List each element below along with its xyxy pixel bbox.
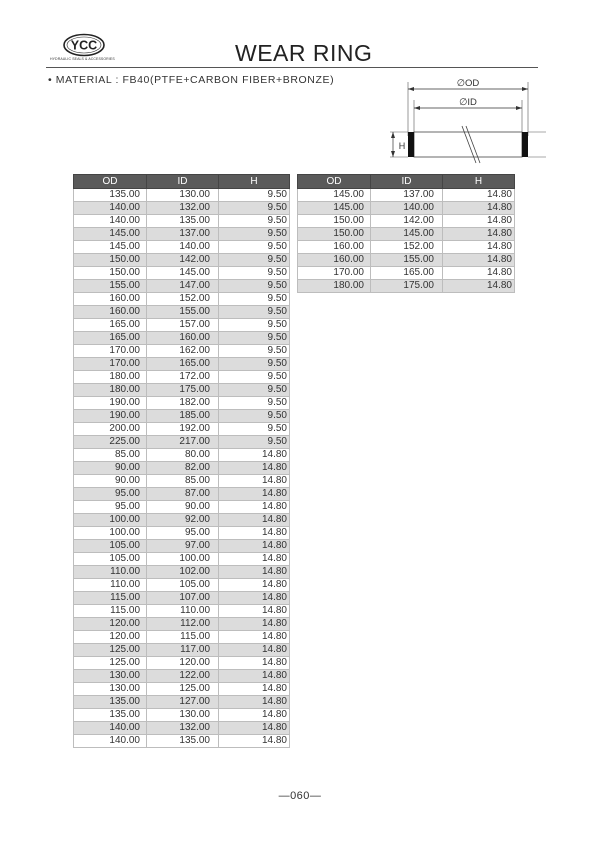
cell-id: 175.00: [371, 280, 443, 293]
cell-id: 152.00: [371, 241, 443, 254]
cell-h: 9.50: [219, 280, 290, 293]
cell-od: 135.00: [74, 696, 147, 709]
cell-od: 125.00: [74, 657, 147, 670]
cell-id: 160.00: [147, 332, 219, 345]
table-row: [74, 423, 290, 436]
cell-id: 107.00: [147, 592, 219, 605]
cell-od: 160.00: [298, 254, 371, 267]
cell-od: 115.00: [74, 605, 147, 618]
cell-od: 170.00: [74, 345, 147, 358]
table-row: [74, 319, 290, 332]
cell-od: 170.00: [74, 358, 147, 371]
cell-id: 112.00: [147, 618, 219, 631]
cell-od: 150.00: [74, 254, 147, 267]
cell-h: 9.50: [219, 254, 290, 267]
cell-h: 14.80: [443, 241, 515, 254]
cell-h: 14.80: [219, 579, 290, 592]
cell-od: 115.00: [74, 592, 147, 605]
cell-od: 105.00: [74, 540, 147, 553]
cell-id: 152.00: [147, 293, 219, 306]
table-row: [74, 644, 290, 657]
cell-h: 14.80: [443, 228, 515, 241]
od-arrow-right: [522, 87, 528, 91]
cell-id: 147.00: [147, 280, 219, 293]
table-row: [74, 657, 290, 670]
table-row: [74, 514, 290, 527]
table-row: [74, 436, 290, 449]
cell-od: 120.00: [74, 618, 147, 631]
table-row: [74, 189, 290, 202]
cell-h: 9.50: [219, 397, 290, 410]
table-row: [74, 488, 290, 501]
cell-od: 140.00: [74, 735, 147, 748]
cell-h: 14.80: [443, 254, 515, 267]
cell-od: 200.00: [74, 423, 147, 436]
cell-od: 110.00: [74, 579, 147, 592]
cell-od: 100.00: [74, 514, 147, 527]
cell-id: 122.00: [147, 670, 219, 683]
cell-id: 137.00: [371, 189, 443, 202]
table-row: [74, 267, 290, 280]
table-header-row: [74, 175, 290, 189]
cell-id: 130.00: [147, 189, 219, 202]
cell-h: 14.80: [219, 501, 290, 514]
cell-h: 14.80: [219, 592, 290, 605]
table-row: [74, 462, 290, 475]
cell-id: 132.00: [147, 722, 219, 735]
table-row: [74, 449, 290, 462]
header-id: ID: [147, 175, 219, 189]
ring-wall-left: [408, 132, 414, 157]
cell-od: 90.00: [74, 462, 147, 475]
id-arrow-right: [516, 106, 522, 110]
table-row: [298, 254, 515, 267]
wear-ring-diagram: [380, 76, 555, 181]
table-row: [74, 254, 290, 267]
cell-id: 110.00: [147, 605, 219, 618]
cell-od: 160.00: [74, 293, 147, 306]
cell-od: 150.00: [298, 228, 371, 241]
cell-h: 14.80: [219, 566, 290, 579]
table-row: [298, 189, 515, 202]
table-row: [74, 228, 290, 241]
cell-id: 157.00: [147, 319, 219, 332]
cell-od: 135.00: [74, 709, 147, 722]
cell-h: 14.80: [219, 670, 290, 683]
cell-h: 9.50: [219, 228, 290, 241]
cell-id: 115.00: [147, 631, 219, 644]
cell-id: 175.00: [147, 384, 219, 397]
cell-od: 85.00: [74, 449, 147, 462]
cell-od: 140.00: [74, 722, 147, 735]
table-row: [74, 579, 290, 592]
cell-id: 85.00: [147, 475, 219, 488]
cell-od: 190.00: [74, 397, 147, 410]
table-row: [74, 553, 290, 566]
cell-od: 110.00: [74, 566, 147, 579]
cell-h: 9.50: [219, 267, 290, 280]
cell-id: 117.00: [147, 644, 219, 657]
cell-od: 165.00: [74, 332, 147, 345]
cell-id: 105.00: [147, 579, 219, 592]
cell-h: 9.50: [219, 423, 290, 436]
cell-od: 120.00: [74, 631, 147, 644]
cell-id: 127.00: [147, 696, 219, 709]
table-row: [74, 670, 290, 683]
cell-id: 155.00: [371, 254, 443, 267]
ycc-logo: [50, 33, 125, 63]
table-row: [74, 631, 290, 644]
cell-od: 105.00: [74, 553, 147, 566]
cell-h: 14.80: [443, 202, 515, 215]
table-row: [74, 709, 290, 722]
cell-id: 95.00: [147, 527, 219, 540]
cell-h: 14.80: [219, 709, 290, 722]
table-row: [74, 540, 290, 553]
size-table-right: [297, 174, 515, 293]
table-row: [74, 215, 290, 228]
cell-h: 9.50: [219, 384, 290, 397]
table-row: [74, 592, 290, 605]
cell-h: 14.80: [219, 696, 290, 709]
logo-emblem: [62, 33, 106, 57]
cell-h: 9.50: [219, 358, 290, 371]
cell-h: 9.50: [219, 332, 290, 345]
table-row: [74, 618, 290, 631]
cell-od: 160.00: [74, 306, 147, 319]
table-row: [74, 241, 290, 254]
cell-h: 14.80: [219, 449, 290, 462]
cell-id: 137.00: [147, 228, 219, 241]
cell-id: 130.00: [147, 709, 219, 722]
cell-od: 125.00: [74, 644, 147, 657]
cell-h: 14.80: [219, 462, 290, 475]
table-row: [298, 267, 515, 280]
cell-od: 145.00: [298, 202, 371, 215]
table-row: [74, 475, 290, 488]
header-od: OD: [74, 175, 147, 189]
header-divider: [46, 67, 538, 68]
cell-od: 95.00: [74, 488, 147, 501]
cell-id: 185.00: [147, 410, 219, 423]
cell-od: 150.00: [74, 267, 147, 280]
cell-od: 160.00: [298, 241, 371, 254]
cell-h: 9.50: [219, 306, 290, 319]
table-row: [74, 735, 290, 748]
cell-id: 165.00: [371, 267, 443, 280]
cell-id: 140.00: [371, 202, 443, 215]
cell-h: 14.80: [219, 683, 290, 696]
cell-id: 142.00: [371, 215, 443, 228]
cell-od: 180.00: [74, 384, 147, 397]
table-row: [74, 410, 290, 423]
cell-h: 9.50: [219, 371, 290, 384]
cell-h: 14.80: [219, 514, 290, 527]
cell-id: 155.00: [147, 306, 219, 319]
table-row: [74, 384, 290, 397]
cell-od: 180.00: [74, 371, 147, 384]
cell-h: 14.80: [219, 540, 290, 553]
cell-id: 135.00: [147, 215, 219, 228]
table-row: [74, 397, 290, 410]
od-arrow-left: [408, 87, 414, 91]
header-id: ID: [371, 175, 443, 189]
table-row: [74, 722, 290, 735]
cell-id: 92.00: [147, 514, 219, 527]
material-spec: • MATERIAL : FB40(PTFE+CARBON FIBER+BRONZE): [48, 74, 335, 86]
cell-od: 165.00: [74, 319, 147, 332]
cell-h: 14.80: [219, 553, 290, 566]
table-row: [298, 202, 515, 215]
cell-od: 155.00: [74, 280, 147, 293]
ring-body: [414, 132, 522, 157]
table-row: [74, 358, 290, 371]
cell-od: 90.00: [74, 475, 147, 488]
cell-h: 14.80: [219, 735, 290, 748]
cell-id: 125.00: [147, 683, 219, 696]
cell-id: 132.00: [147, 202, 219, 215]
od-label: ∅OD: [456, 78, 480, 89]
size-table-left: [73, 174, 290, 748]
logo-subtext: HYDRAULIC SEALS & ACCESSORIES: [50, 57, 115, 61]
cell-od: 140.00: [74, 215, 147, 228]
cell-od: 130.00: [74, 670, 147, 683]
cell-h: 14.80: [219, 488, 290, 501]
logo-text: YCC: [70, 38, 98, 53]
cell-od: 135.00: [74, 189, 147, 202]
cell-id: 217.00: [147, 436, 219, 449]
table-row: [74, 345, 290, 358]
cell-id: 80.00: [147, 449, 219, 462]
cell-id: 172.00: [147, 371, 219, 384]
cell-od: 145.00: [298, 189, 371, 202]
cell-od: 145.00: [74, 241, 147, 254]
table-row: [298, 241, 515, 254]
cell-id: 82.00: [147, 462, 219, 475]
table-header-row: [298, 175, 515, 189]
cell-h: 9.50: [219, 202, 290, 215]
cell-od: 95.00: [74, 501, 147, 514]
table-row: [74, 605, 290, 618]
cell-h: 14.80: [219, 657, 290, 670]
cell-od: 100.00: [74, 527, 147, 540]
table-row: [298, 280, 515, 293]
cell-od: 140.00: [74, 202, 147, 215]
cell-od: 170.00: [298, 267, 371, 280]
cell-h: 14.80: [219, 644, 290, 657]
id-arrow-left: [414, 106, 420, 110]
cell-id: 135.00: [147, 735, 219, 748]
table-row: [74, 501, 290, 514]
table-row: [74, 202, 290, 215]
header-h: H: [219, 175, 290, 189]
cell-h: 9.50: [219, 319, 290, 332]
cell-id: 140.00: [147, 241, 219, 254]
table-row: [298, 228, 515, 241]
header-h: H: [443, 175, 515, 189]
cell-h: 14.80: [443, 280, 515, 293]
cell-h: 9.50: [219, 345, 290, 358]
cell-od: 130.00: [74, 683, 147, 696]
cell-id: 145.00: [147, 267, 219, 280]
cell-id: 102.00: [147, 566, 219, 579]
ring-wall-right: [522, 132, 528, 157]
cell-od: 145.00: [74, 228, 147, 241]
table-row: [74, 683, 290, 696]
cell-id: 192.00: [147, 423, 219, 436]
table-row: [298, 215, 515, 228]
table-row: [74, 293, 290, 306]
cell-id: 165.00: [147, 358, 219, 371]
cell-id: 162.00: [147, 345, 219, 358]
cell-od: 225.00: [74, 436, 147, 449]
cell-h: 9.50: [219, 293, 290, 306]
cell-h: 9.50: [219, 410, 290, 423]
page-number: —060—: [278, 790, 322, 802]
cell-h: 14.80: [443, 267, 515, 280]
table-row: [74, 696, 290, 709]
cell-id: 87.00: [147, 488, 219, 501]
cell-id: 145.00: [371, 228, 443, 241]
cell-od: 190.00: [74, 410, 147, 423]
cell-h: 14.80: [219, 618, 290, 631]
header-od: OD: [298, 175, 371, 189]
table-row: [74, 527, 290, 540]
id-label: ∅ID: [459, 97, 477, 108]
h-arrow-top: [391, 132, 395, 138]
page-title: WEAR RING: [235, 40, 373, 66]
cell-od: 150.00: [298, 215, 371, 228]
table-row: [74, 332, 290, 345]
cell-h: 9.50: [219, 189, 290, 202]
table-row: [74, 371, 290, 384]
cell-id: 97.00: [147, 540, 219, 553]
h-label: H: [398, 141, 406, 151]
cell-h: 9.50: [219, 215, 290, 228]
cell-id: 90.00: [147, 501, 219, 514]
cell-h: 14.80: [219, 722, 290, 735]
cell-od: 180.00: [298, 280, 371, 293]
cell-h: 14.80: [219, 605, 290, 618]
table-row: [74, 566, 290, 579]
h-arrow-bottom: [391, 151, 395, 157]
cell-id: 100.00: [147, 553, 219, 566]
cell-id: 142.00: [147, 254, 219, 267]
cell-id: 182.00: [147, 397, 219, 410]
cell-h: 14.80: [219, 527, 290, 540]
cell-h: 14.80: [443, 189, 515, 202]
cell-h: 14.80: [219, 475, 290, 488]
cell-h: 14.80: [219, 631, 290, 644]
table-row: [74, 306, 290, 319]
cell-h: 9.50: [219, 241, 290, 254]
cell-h: 9.50: [219, 436, 290, 449]
cell-h: 14.80: [443, 215, 515, 228]
table-row: [74, 280, 290, 293]
cell-id: 120.00: [147, 657, 219, 670]
